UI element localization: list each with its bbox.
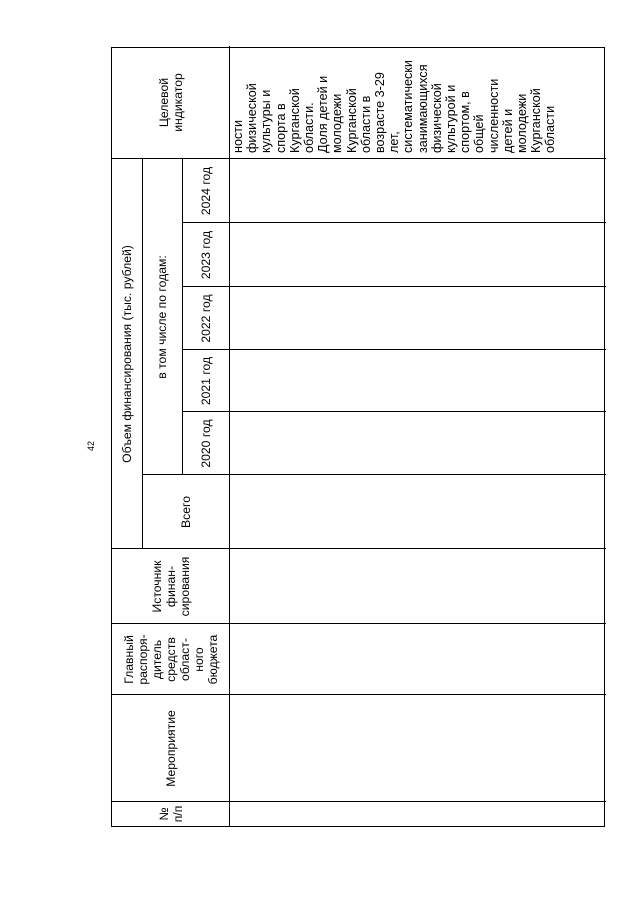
header-total: Всего — [178, 496, 193, 528]
header-year-2022: 2022 год — [198, 294, 213, 343]
header-number: № п/п — [156, 805, 185, 823]
header-target-indicator: Целевой индикатор — [156, 73, 185, 132]
financing-table — [111, 47, 605, 827]
header-funding-source: Источник финан- сирования — [149, 556, 192, 617]
body-2023-cell — [229, 223, 606, 287]
body-event-cell — [229, 695, 606, 802]
header-year-2023: 2023 год — [198, 230, 213, 280]
body-main-manager-cell — [229, 624, 606, 695]
body-2021-cell — [229, 350, 606, 412]
body-total-cell — [229, 475, 606, 549]
header-year-2020: 2020 год — [198, 419, 213, 468]
header-funding-volume: Объем финансирования (тыс. рублей) — [120, 245, 134, 463]
body-funding-source-cell — [229, 549, 606, 624]
header-main-manager: Главный распоря- дитель средств област- ного бюджета — [121, 634, 220, 685]
header-year-2024: 2024 год — [198, 166, 213, 216]
header-by-years: в том числе по годам: — [155, 255, 169, 379]
body-2020-cell — [229, 412, 606, 475]
header-year-2021: 2021 год — [198, 356, 213, 406]
body-2022-cell — [229, 287, 606, 350]
header-event: Мероприятие — [163, 710, 178, 787]
body-2024-cell — [229, 159, 606, 223]
page-number: 42 — [86, 441, 96, 452]
target-indicator-text: ности физической культуры и спорта в Курганской области. Доля детей и молодежи Курганской области в возрасте 3-29 лет, систематически занимающихся физической культурой и спортом, в общей численности детей и молодежи Курганской области — [231, 60, 558, 153]
body-number-cell — [229, 802, 606, 826]
rotated-table-wrapper — [111, 47, 605, 827]
